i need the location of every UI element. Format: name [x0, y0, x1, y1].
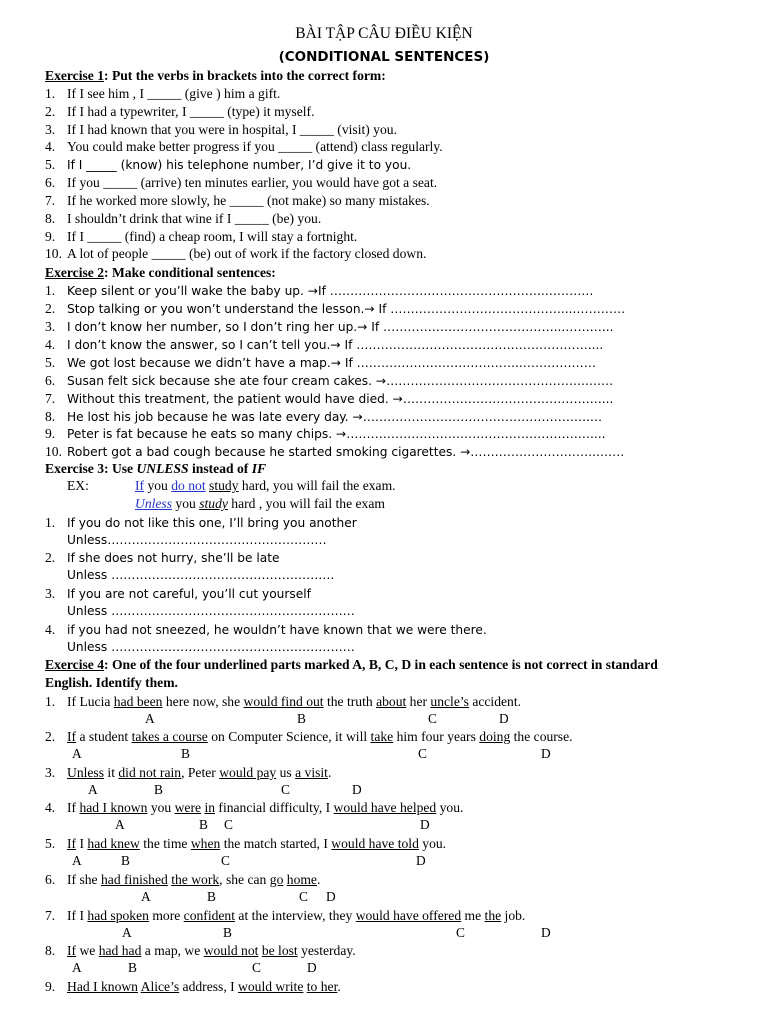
exercise-3-item	[45, 514, 357, 532]
sentence-text: it	[104, 765, 119, 780]
underlined-option: be lost	[261, 943, 298, 958]
underlined-option: would have offered	[355, 908, 462, 923]
underlined-option: takes a course	[131, 729, 208, 744]
underlined-option: confident	[183, 908, 236, 923]
item-number: 9.	[45, 426, 56, 441]
item-number: 6.	[45, 872, 56, 887]
item-number: 4.	[45, 622, 56, 637]
item-text: If I had known that you were in hospital, I _____ (visit) you.	[67, 122, 397, 137]
exercise-3-item	[45, 549, 280, 567]
if-keyword: IF	[251, 461, 267, 476]
item-text: Robert got a bad cough because he started smoking cigarettes. →…………………………..……	[67, 445, 625, 459]
sentence-text: address, I	[179, 979, 239, 994]
option-letter-d: D	[420, 817, 430, 832]
underlined-option: doing	[479, 729, 511, 744]
exercise-2-item	[45, 425, 605, 443]
exercise-4-item	[45, 871, 320, 888]
option-letter-c: C	[281, 782, 290, 797]
underlined-option: to her	[306, 979, 338, 994]
sentence-text: here now, she	[162, 694, 244, 709]
underlined-option: were	[174, 800, 202, 815]
item-number: 4.	[45, 337, 56, 352]
example-sentence-2	[135, 495, 385, 512]
sentence-text: a map, we	[141, 943, 204, 958]
option-letter-d: D	[326, 889, 336, 904]
option-letter-b: B	[199, 817, 208, 832]
item-number: 4.	[45, 139, 56, 154]
item-number: 8.	[45, 211, 56, 226]
sentence-text: on Computer Science, it will	[207, 729, 371, 744]
underlined-option: about	[376, 694, 407, 709]
underlined-option: If	[67, 836, 77, 851]
underlined-option: had I known	[79, 800, 148, 815]
sentence-text: I	[76, 836, 88, 851]
option-letter-b: B	[223, 925, 232, 940]
sentence-text: , Peter	[181, 765, 220, 780]
option-letter-d: D	[307, 960, 317, 975]
sentence-text: you	[147, 800, 175, 815]
underlined-option: Alice’s	[140, 979, 180, 994]
sentence-text: If I	[67, 908, 88, 923]
sentence-text: , she can	[219, 872, 270, 887]
sentence-text: the truth	[323, 694, 377, 709]
exercise-4-item	[45, 799, 463, 816]
exercise-2-item	[45, 443, 624, 461]
item-number: 1.	[45, 515, 56, 530]
underlined-option: when	[190, 836, 221, 851]
exercise-4-item	[45, 693, 521, 710]
sentence-text: the course.	[510, 729, 573, 744]
exercise-2-item	[45, 372, 613, 390]
item-number: 5.	[45, 836, 56, 851]
item-text: If she does not hurry, she’ll be late	[67, 551, 280, 565]
sentence-text: job.	[501, 908, 526, 923]
example-1-word-1: If	[135, 478, 145, 493]
sentence-text: the time	[139, 836, 191, 851]
item-number: 1.	[45, 694, 56, 709]
sentence-text: .	[327, 765, 332, 780]
option-letter-b: B	[207, 889, 216, 904]
exercise-3-mid: instead of	[188, 461, 252, 476]
underlined-option: a visit	[295, 765, 328, 780]
item-number: 2.	[45, 729, 56, 744]
item-number: 8.	[45, 409, 56, 424]
example-2-word-2: study	[199, 496, 228, 511]
example-2-text-a: you	[172, 496, 200, 511]
item-number: 6.	[45, 175, 56, 190]
option-letter-a: A	[115, 817, 125, 832]
exercise-2-item	[45, 336, 603, 354]
exercise-1-item	[45, 138, 443, 155]
option-letter-b: B	[121, 853, 130, 868]
item-number: 8.	[45, 943, 56, 958]
sentence-text: him four years	[393, 729, 480, 744]
option-letter-a: A	[122, 925, 132, 940]
item-number: 10.	[45, 444, 62, 459]
sentence-text: accident.	[468, 694, 522, 709]
item-number: 5.	[45, 355, 56, 370]
option-letter-d: D	[499, 711, 509, 726]
option-letter-a: A	[88, 782, 98, 797]
option-letter-d: D	[416, 853, 426, 868]
item-text: A lot of people _____ (be) out of work if the factory closed down.	[67, 246, 427, 261]
item-number: 1.	[45, 86, 56, 101]
exercise-1-item	[45, 121, 397, 138]
unless-keyword: UNLESS	[136, 461, 189, 476]
exercise-1-label: Exercise 1	[45, 68, 105, 83]
sentence-text: financial difficulty, I	[215, 800, 334, 815]
sentence-text: a student	[76, 729, 132, 744]
item-number: 2.	[45, 301, 56, 316]
item-text: I shouldn’t drink that wine if I _____ (be) you.	[67, 211, 322, 226]
exercise-3-label: Exercise 3: Use	[45, 461, 137, 476]
exercise-1-item	[45, 245, 426, 262]
underlined-option: would have helped	[333, 800, 437, 815]
item-text: If you do not like this one, I’ll bring you another	[67, 516, 357, 530]
item-number: 9.	[45, 979, 56, 994]
item-text: Stop talking or you won’t understand the lesson.→ If ……………………………………....…………	[67, 302, 626, 316]
underlined-option: the	[484, 908, 502, 923]
underlined-option: Unless	[67, 765, 105, 780]
option-letter-b: B	[128, 960, 137, 975]
exercise-1-item	[45, 156, 411, 174]
item-number: 3.	[45, 319, 56, 334]
item-text: If you are not careful, you’ll cut yourself	[67, 587, 311, 601]
sentence-text: If she	[67, 872, 101, 887]
item-text: If I _____ (find) a cheap room, I will stay a fortnight.	[67, 229, 358, 244]
example-1-text-c: hard, you will fail the exam.	[238, 478, 396, 493]
exercise-2-item	[45, 318, 613, 336]
exercise-1-item	[45, 103, 314, 120]
sentence-text: .	[316, 872, 321, 887]
option-letter-c: C	[299, 889, 308, 904]
exercise-1-instruction: : Put the verbs in brackets into the correct form:	[104, 68, 386, 83]
example-1-word-3: study	[209, 478, 239, 493]
example-2-text-b: hard , you will fail the exam	[227, 496, 385, 511]
sentence-text: we	[76, 943, 99, 958]
option-letter-c: C	[221, 853, 230, 868]
page-title: BÀI TẬP CÂU ĐIỀU KIỆN	[295, 25, 473, 42]
underlined-option: the work	[171, 872, 220, 887]
option-letter-a: A	[72, 960, 82, 975]
exercise-4-instruction-1: : One of the four underlined parts marked A, B, C, D in each sentence is not correct in standard	[104, 657, 658, 672]
option-letter-b: B	[297, 711, 306, 726]
item-text: If I _____ (know) his telephone number, I’d give it to you.	[67, 158, 412, 172]
item-number: 10.	[45, 246, 62, 261]
exercise-4-label: Exercise 4	[45, 657, 105, 672]
item-number: 9.	[45, 229, 56, 244]
item-text: If you _____ (arrive) ten minutes earlier, you would have got a seat.	[67, 175, 438, 190]
exercise-4-heading-line-1	[45, 656, 658, 673]
item-number: 4.	[45, 800, 56, 815]
option-letter-c: C	[224, 817, 233, 832]
option-letter-b: B	[154, 782, 163, 797]
sentence-text: her	[406, 694, 431, 709]
item-text: Keep silent or you’ll wake the baby up. →If ……………………………………………..…………	[67, 284, 594, 298]
sentence-text: us	[276, 765, 296, 780]
item-text: If I had a typewriter, I _____ (type) it myself.	[67, 104, 315, 119]
sentence-text: If Lucia	[67, 694, 114, 709]
exercise-4-item	[45, 907, 525, 924]
underlined-option: had had	[98, 943, 142, 958]
unless-answer-line: Unless………………………………………………	[67, 533, 327, 547]
example-sentence-1	[135, 477, 396, 494]
option-letter-d: D	[352, 782, 362, 797]
item-number: 7.	[45, 908, 56, 923]
item-text: I don’t know her number, so I don’t ring her up.→ If ……………………………………...………...	[67, 320, 614, 334]
sentence-text: the match started, I	[220, 836, 332, 851]
sentence-text: .	[337, 979, 341, 994]
item-number: 3.	[45, 122, 56, 137]
item-text: Peter is fat because he eats so many chips. →……………………………………………………....	[67, 427, 606, 441]
item-number: 2.	[45, 550, 56, 565]
item-number: 2.	[45, 104, 56, 119]
item-text: Susan felt sick because she ate four cream cakes. →…………………………………………..……	[67, 374, 614, 388]
exercise-3-heading	[45, 460, 266, 477]
item-text: He lost his job because he was late every day. →………………………………………………..…	[67, 410, 603, 424]
option-letter-c: C	[428, 711, 437, 726]
item-text: if you had not sneezed, he wouldn’t have known that we were there.	[67, 623, 487, 637]
option-letter-d: D	[541, 746, 551, 761]
exercise-2-item	[45, 390, 613, 408]
sentence-text: you.	[418, 836, 447, 851]
exercise-1-item	[45, 85, 280, 102]
exercise-2-heading	[45, 264, 276, 281]
item-text: If he worked more slowly, he _____ (not make) so many mistakes.	[67, 193, 430, 208]
underlined-option: would write	[238, 979, 304, 994]
exercise-2-label: Exercise 2	[45, 265, 105, 280]
option-letter-a: A	[141, 889, 151, 904]
option-letter-a: A	[145, 711, 155, 726]
exercise-4-heading-line-2: English. Identify them.	[45, 675, 178, 690]
underlined-option: would find out	[243, 694, 324, 709]
unless-answer-line: Unless ……………………………………………………	[67, 604, 355, 618]
sentence-text: yesterday.	[297, 943, 356, 958]
option-letter-c: C	[252, 960, 261, 975]
exercise-1-item	[45, 192, 430, 209]
exercise-1-item	[45, 174, 437, 191]
example-label: EX:	[67, 478, 89, 493]
exercise-2-item	[45, 300, 625, 318]
exercise-1-heading	[45, 67, 386, 84]
item-number: 5.	[45, 157, 56, 172]
item-number: 3.	[45, 586, 56, 601]
sentence-text: you.	[436, 800, 464, 815]
underlined-option: had spoken	[87, 908, 149, 923]
unless-answer-line: Unless ……………………………………………….	[67, 568, 335, 582]
example-2-word-1: Unless	[135, 496, 173, 511]
underlined-option: had finished	[100, 872, 168, 887]
item-text: You could make better progress if you _____ (attend) class regularly.	[67, 139, 443, 154]
example-1-text-a: you	[144, 478, 172, 493]
underlined-option: would not	[203, 943, 259, 958]
option-letter-a: A	[72, 853, 82, 868]
underlined-option: Had I known	[67, 979, 138, 994]
exercise-3-item	[45, 621, 487, 639]
sentence-text: If	[67, 800, 80, 815]
underlined-option: had been	[113, 694, 163, 709]
exercise-2-item	[45, 354, 596, 372]
exercise-4-item	[45, 728, 573, 745]
exercise-2-instruction: : Make conditional sentences:	[104, 265, 276, 280]
underlined-option: If	[67, 943, 77, 958]
exercise-4-item	[45, 764, 331, 781]
exercise-2-item	[45, 282, 593, 300]
unless-answer-line: Unless ……………………………………………………	[67, 640, 355, 654]
sentence-text: more	[148, 908, 184, 923]
exercise-3-item	[45, 585, 311, 603]
option-letter-a: A	[72, 746, 82, 761]
item-number: 7.	[45, 193, 56, 208]
underlined-option: uncle’s	[430, 694, 469, 709]
exercise-4-item	[45, 835, 446, 852]
option-letter-c: C	[456, 925, 465, 940]
item-number: 3.	[45, 765, 56, 780]
underlined-option: home	[286, 872, 317, 887]
exercise-4-item	[45, 978, 341, 995]
underlined-option: would pay	[219, 765, 277, 780]
underlined-option: would have told	[331, 836, 419, 851]
sentence-text: me	[461, 908, 485, 923]
item-number: 6.	[45, 373, 56, 388]
exercise-1-item	[45, 210, 321, 227]
underlined-option: did not rain	[118, 765, 182, 780]
sentence-text: at the interview, they	[235, 908, 356, 923]
option-letter-c: C	[418, 746, 427, 761]
underlined-option: If	[67, 729, 77, 744]
item-text: I don’t know the answer, so I can’t tell you.→ If …………………………………………………....	[67, 338, 604, 352]
underlined-option: in	[204, 800, 216, 815]
item-text: If I see him , I _____ (give ) him a gift.	[67, 86, 281, 101]
item-text: Without this treatment, the patient would have died. →…………………………………………....	[67, 392, 614, 406]
example-1-word-2: do not	[171, 478, 206, 493]
page-subtitle: (CONDITIONAL SENTENCES)	[278, 49, 490, 65]
underlined-option: take	[370, 729, 394, 744]
option-letter-b: B	[181, 746, 190, 761]
exercise-2-item	[45, 408, 602, 426]
option-letter-d: D	[541, 925, 551, 940]
exercise-4-item	[45, 942, 356, 959]
item-number: 1.	[45, 283, 56, 298]
underlined-option: go	[269, 872, 284, 887]
item-text: We got lost because we didn’t have a map.→ If …………………………………..………………	[67, 356, 596, 370]
underlined-option: had knew	[87, 836, 140, 851]
item-number: 7.	[45, 391, 56, 406]
exercise-1-item	[45, 228, 357, 245]
